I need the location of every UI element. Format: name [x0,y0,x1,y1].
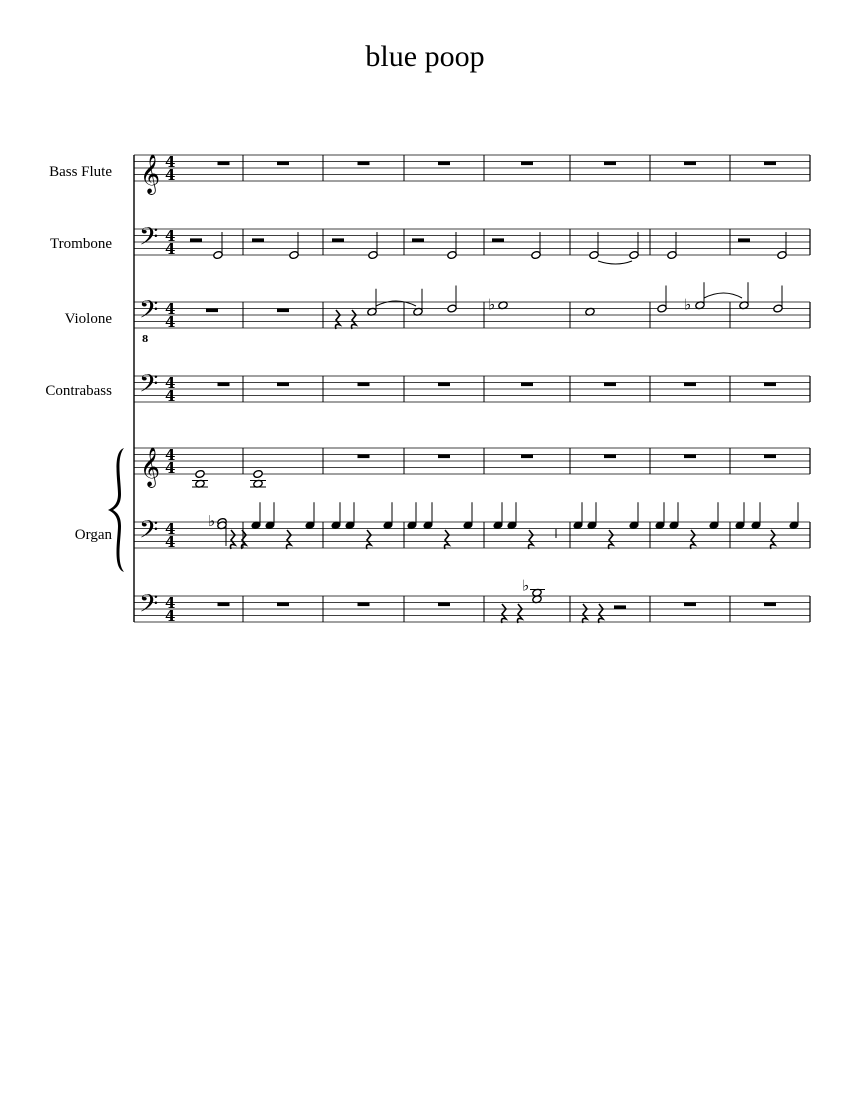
quarter-rest [771,530,776,549]
whole-rest [277,162,289,166]
whole-rest [521,383,533,387]
staff-7-bass-clef: 𝄢 [139,589,159,625]
whole-rest [358,383,370,387]
whole-rest [684,603,696,607]
score-title: blue poop [365,40,485,73]
organ-brace [108,448,124,572]
quarter-rest [518,604,523,623]
whole-rest [438,162,450,166]
staff-7-time-sig-bottom: 4 [165,607,176,625]
whole-rest [764,162,776,166]
staff-1-time-sig-bottom: 4 [165,166,176,184]
whole-rest [438,383,450,387]
staff-5-time-sig-bottom: 4 [165,459,176,477]
whole-rest [521,162,533,166]
half-rest [332,238,344,242]
whole-rest [218,162,230,166]
instrument-name-organ: Organ [74,527,112,543]
whole-rest [604,162,616,166]
quarter-rest [583,604,588,623]
staff-1-treble-clef: 𝄞 [140,154,161,194]
staff-2-bass-clef: 𝄢 [139,222,159,258]
tie [598,261,632,264]
whole-rest [684,383,696,387]
staff-1-time-sig-top: 4 [165,153,176,171]
half-rest [492,238,504,242]
half-rest [412,238,424,242]
whole-rest [604,383,616,387]
whole-rest [277,603,289,607]
staff-2-time-sig-bottom: 4 [165,240,176,258]
whole-rest [206,309,218,313]
instrument-name-contrabass: Contrabass [45,383,112,399]
quarter-rest [336,310,341,329]
organ-chord-note [253,470,263,479]
whole-rest [764,603,776,607]
whole-rest [358,455,370,459]
flat-sign: ♭ [208,512,216,530]
staff-6-time-sig-bottom: 4 [165,533,176,551]
organ-chord-note [195,470,205,479]
staff-4-bass-clef: 𝄢 [139,369,159,405]
half-rest [738,238,750,242]
instrument-name-violone: Violone [64,311,112,327]
quarter-rest [609,530,614,549]
whole-rest [277,309,289,313]
instrument-name-bass-flute: Bass Flute [49,164,112,180]
whole-rest [764,383,776,387]
whole-rest [358,162,370,166]
whole-rest [684,455,696,459]
staff-6-bass-clef: 𝄢 [139,515,159,551]
staff-6-time-sig-top: 4 [165,520,176,538]
half-rest [190,238,202,242]
quarter-rest [352,310,357,329]
tie [704,293,742,298]
quarter-rest [599,604,604,623]
whole-rest [218,603,230,607]
quarter-rest [691,530,696,549]
staff-5-treble-clef: 𝄞 [140,447,161,487]
half-rest [614,605,626,609]
flat-sign: ♭ [488,295,496,314]
flat-sign: ♭ [522,576,530,595]
quarter-rest [231,530,236,549]
quarter-rest [445,530,450,549]
flat-sign: ♭ [684,295,692,314]
whole-rest [358,603,370,607]
staff-3-bass-clef: 𝄢 [139,295,159,331]
staff-5-time-sig-top: 4 [165,446,176,464]
whole-rest [521,455,533,459]
quarter-rest [242,530,247,549]
staff-2-time-sig-top: 4 [165,227,176,245]
whole-rest [277,383,289,387]
quarter-rest [502,604,507,623]
instrument-name-trombone: Trombone [50,236,112,252]
whole-rest [218,383,230,387]
staff-4-time-sig-bottom: 4 [165,387,176,405]
staff-4-time-sig-top: 4 [165,374,176,392]
quarter-rest [367,530,372,549]
staff-3-octave-mark: 8 [142,335,149,345]
whole-rest [604,455,616,459]
whole-rest [684,162,696,166]
whole-rest [438,455,450,459]
staff-3-time-sig-top: 4 [165,300,176,318]
whole-rest [764,455,776,459]
staff-3-time-sig-bottom: 4 [165,313,176,331]
staff-7-time-sig-top: 4 [165,594,176,612]
whole-rest [438,603,450,607]
half-rest [252,238,264,242]
quarter-rest [529,530,534,549]
quarter-rest [287,530,292,549]
